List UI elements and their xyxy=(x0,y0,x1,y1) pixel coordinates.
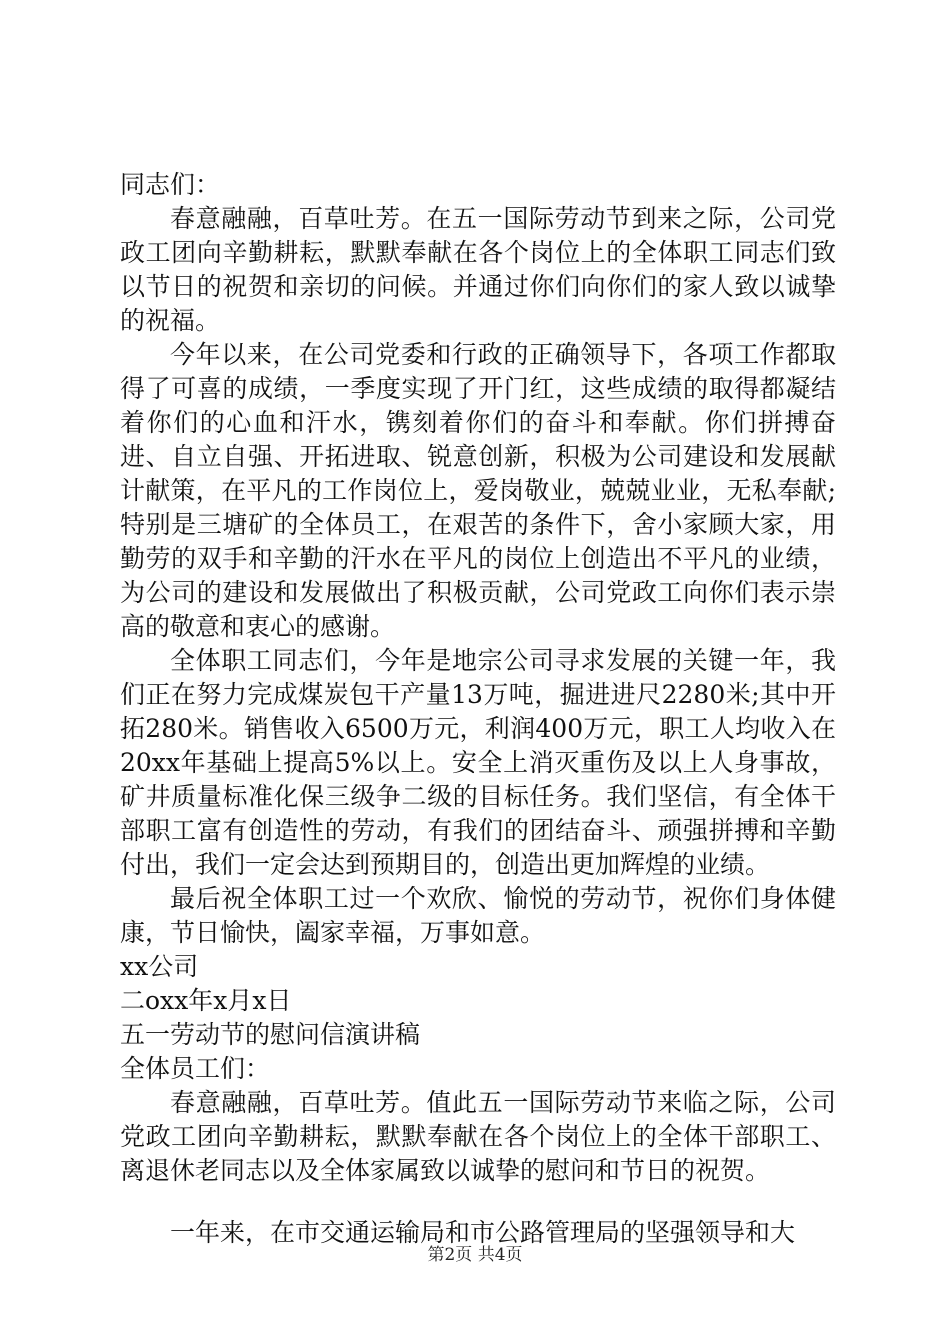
paragraph: 最后祝全体职工过一个欢欣、愉悦的劳动节，祝你们身体健康，节日愉快，阖家幸福，万事如意。 xyxy=(120,884,836,947)
paragraph: 全体职工同志们，今年是地宗公司寻求发展的关键一年，我们正在努力完成煤炭包干产量13万吨，掘进进尺2280米;其中开拓280米。销售收入6500万元，利润400万元，职工人均收入在20xx年基础上提高5%以上。安全上消灭重伤及以上人身事故，矿井质量标准化保三级争二级的目标任务。我们坚信，有全体干部职工富有创造性的劳动，有我们的团结奋斗、顽强拼搏和辛勤付出，我们一定会达到预期目的，创造出更加辉煌的业绩。 xyxy=(120,646,836,879)
section-title: 五一劳动节的慰问信演讲稿 xyxy=(120,1020,421,1049)
paragraph-gap xyxy=(120,1188,836,1216)
document-body xyxy=(120,168,836,1250)
paragraph: 春意融融，百草吐芳。值此五一国际劳动节来临之际，公司党政工团向辛勤耕耘，默默奉献在各个岗位上的全体干部职工、离退休老同志以及全体家属致以诚挚的慰问和节日的祝贺。 xyxy=(120,1088,836,1185)
salutation: 全体员工们： xyxy=(120,1054,271,1083)
paragraph: 春意融融，百草吐芳。在五一国际劳动节到来之际，公司党政工团向辛勤耕耘，默默奉献在各个岗位上的全体职工同志们致以节日的祝贺和亲切的问候。并通过你们向你们的家人致以诚挚的祝福。 xyxy=(120,204,836,335)
signature: xx公司 xyxy=(120,952,199,981)
paragraph: 一年来，在市交通运输局和市公路管理局的坚强领导和大 xyxy=(170,1218,796,1247)
page-footer: 第2页 共4页 xyxy=(427,1245,523,1265)
salutation: 同志们： xyxy=(120,170,221,199)
date-line: 二oxx年x月x日 xyxy=(120,986,292,1015)
paragraph: 今年以来，在公司党委和行政的正确领导下，各项工作都取得了可喜的成绩，一季度实现了开门红，这些成绩的取得都凝结着你们的心血和汗水，镌刻着你们的奋斗和奉献。你们拼搏奋进、自立自强、开拓进取、锐意创新，积极为公司建设和发展献计献策，在平凡的工作岗位上，爱岗敬业，兢兢业业，无私奉献;特别是三塘矿的全体员工，在艰苦的条件下，舍小家顾大家，用勤劳的双手和辛勤的汗水在平凡的岗位上创造出不平凡的业绩，为公司的建设和发展做出了积极贡献，公司党政工向你们表示崇高的敬意和衷心的感谢。 xyxy=(120,340,836,641)
